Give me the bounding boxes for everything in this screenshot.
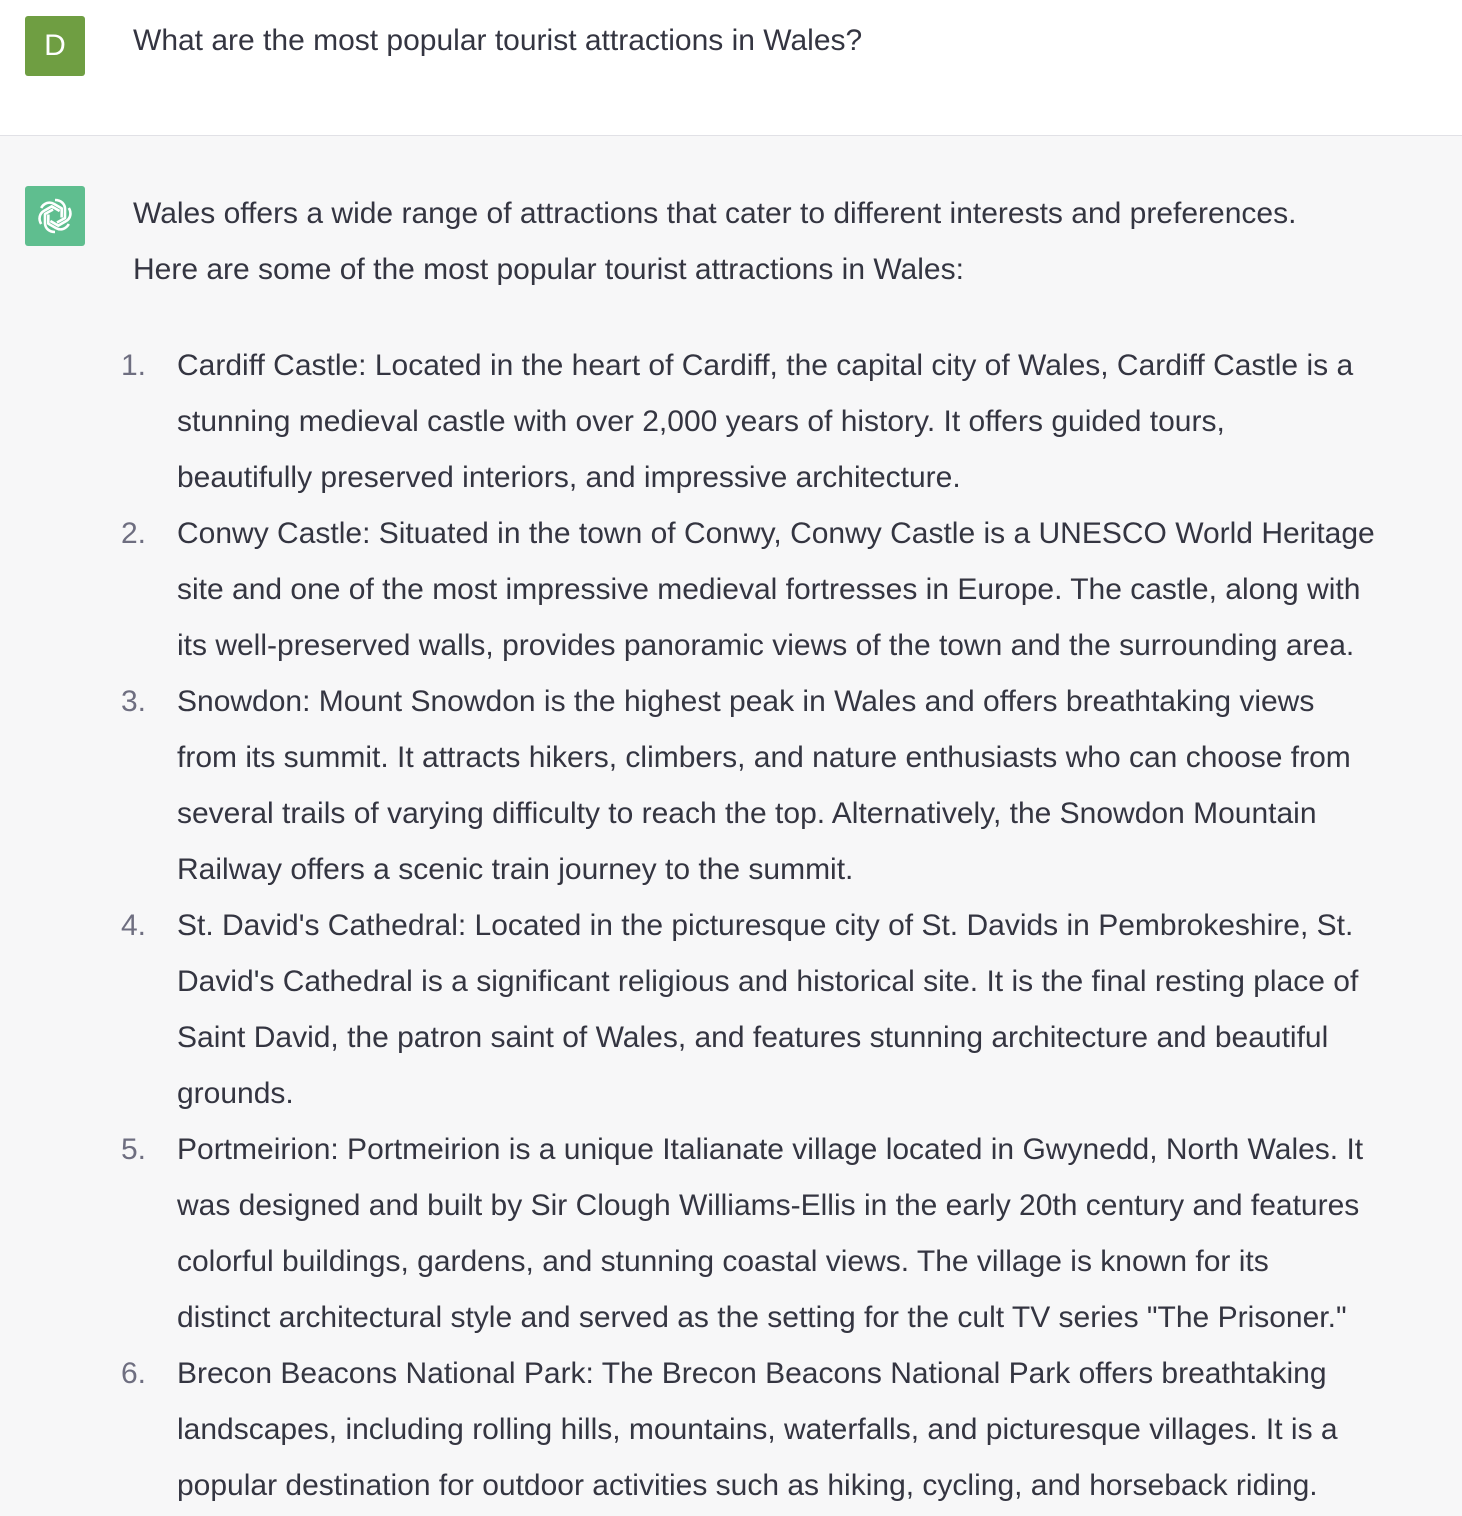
answer-intro (133, 186, 1443, 298)
list-item-line: site and one of the most impressive medieval fortresses in Europe. The castle, along with (177, 573, 1361, 606)
list-item-line: landscapes, including rolling hills, mountains, waterfalls, and picturesque villages. It is a (177, 1413, 1338, 1446)
list-item-line: colorful buildings, gardens, and stunning coastal views. The village is known for its (177, 1245, 1269, 1278)
list-item-line: St. David's Cathedral: Located in the picturesque city of St. Davids in Pembrokeshire, St. (177, 909, 1354, 942)
list-item (121, 674, 1443, 898)
list-item-number: 2. (121, 517, 147, 550)
user-message-text: What are the most popular tourist attractions in Wales? (133, 24, 863, 57)
list-item-line: stunning medieval castle with over 2,000 years of history. It offers guided tours, (177, 405, 1225, 438)
intro-line: Wales offers a wide range of attractions that cater to different interests and preferences. (133, 197, 1297, 230)
list-item-line: Cardiff Castle: Located in the heart of Cardiff, the capital city of Wales, Cardiff Castle is a (177, 349, 1354, 382)
list-item-line: beautifully preserved interiors, and impressive architecture. (177, 461, 961, 494)
openai-logo-icon (33, 194, 77, 238)
list-item-line: Conwy Castle: Situated in the town of Conwy, Conwy Castle is a UNESCO World Heritage (177, 517, 1375, 550)
list-item-number: 1. (121, 349, 147, 382)
user-message-row (0, 0, 1462, 136)
assistant-answer (121, 186, 1443, 1514)
list-item-line: grounds. (177, 1077, 294, 1110)
list-item-line: distinct architectural style and served as the setting for the cult TV series "The Prisoner." (177, 1301, 1347, 1334)
assistant-message-row (0, 136, 1462, 1516)
list-item-number: 3. (121, 685, 147, 718)
user-avatar: D (25, 16, 85, 76)
list-item-line: Portmeirion: Portmeirion is a unique Italianate village located in Gwynedd, North Wales. It (177, 1133, 1364, 1166)
list-item (121, 1122, 1443, 1346)
list-item-line: Saint David, the patron saint of Wales, and features stunning architecture and beautiful (177, 1021, 1329, 1054)
list-item-line: from its summit. It attracts hikers, climbers, and nature enthusiasts who can choose from (177, 741, 1351, 774)
list-item-number: 4. (121, 909, 147, 942)
list-item-line: Brecon Beacons National Park: The Brecon Beacons National Park offers breathtaking (177, 1357, 1327, 1390)
list-item-line: its well-preserved walls, provides panoramic views of the town and the surrounding area. (177, 629, 1355, 662)
list-item (121, 506, 1443, 674)
list-item (121, 898, 1443, 1122)
list-item-number: 5. (121, 1133, 147, 1166)
list-item (121, 338, 1443, 506)
list-item-number: 6. (121, 1357, 147, 1390)
intro-line: Here are some of the most popular tourist attractions in Wales: (133, 253, 964, 286)
list-item-line: Railway offers a scenic train journey to the summit. (177, 853, 854, 886)
list-item-line: David's Cathedral is a significant religious and historical site. It is the final resting place of (177, 965, 1359, 998)
list-item-line: several trails of varying difficulty to reach the top. Alternatively, the Snowdon Mountain (177, 797, 1317, 830)
list-item (121, 1346, 1443, 1514)
list-item-line: popular destination for outdoor activities such as hiking, cycling, and horseback riding. (177, 1469, 1318, 1502)
attractions-list (121, 338, 1443, 1514)
list-item-line: was designed and built by Sir Clough Williams-Ellis in the early 20th century and features (177, 1189, 1360, 1222)
assistant-avatar (25, 186, 85, 246)
list-item-line: Snowdon: Mount Snowdon is the highest peak in Wales and offers breathtaking views (177, 685, 1315, 718)
